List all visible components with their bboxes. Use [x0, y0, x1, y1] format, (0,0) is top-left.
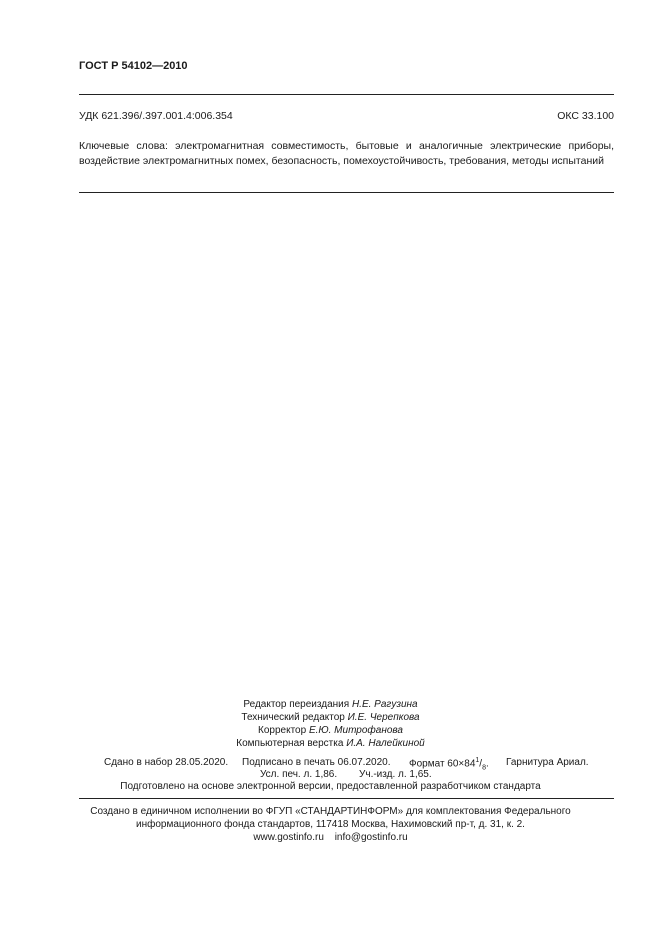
signed-date: Подписано в печать 06.07.2020. — [242, 757, 391, 768]
footer-line-2: информационного фонда стандартов, 117418 Москва, Нахимовский пр-т, д. 31, к. 2. — [136, 819, 525, 830]
credit-editor-label: Редактор переиздания — [243, 699, 350, 710]
paper-format-prefix: Формат 60×84 — [409, 758, 476, 770]
credit-corrector — [0, 724, 661, 737]
footer-contacts — [0, 831, 661, 844]
paper-format-den: 8 — [482, 764, 486, 772]
footer-line-1: Создано в единичном исполнении во ФГУП «СТАНДАРТИНФОРМ» для комплектования Федерального — [90, 806, 571, 817]
email-link[interactable]: info@gostinfo.ru — [334, 832, 408, 843]
website-link[interactable]: www.gostinfo.ru — [253, 832, 324, 843]
footer-divider — [79, 798, 614, 799]
credit-editor — [0, 698, 661, 711]
credit-layout-label: Компьютерная верстка — [236, 738, 344, 749]
typeset-date: Сдано в набор 28.05.2020. — [104, 757, 229, 768]
paper-format-num: 1 — [475, 757, 480, 764]
footer-block — [0, 805, 661, 844]
prepared-note: Подготовлено на основе электронной версии, предоставленной разработчиком стандарта — [120, 781, 541, 792]
credit-layout — [0, 737, 661, 750]
keywords-divider — [79, 192, 614, 193]
document-code: ГОСТ Р 54102—2010 — [79, 60, 188, 72]
credit-corrector-label: Корректор — [258, 725, 307, 736]
credit-tech-editor-label: Технический редактор — [241, 712, 345, 723]
credit-corrector-name: Е.Ю. Митрофанова — [308, 725, 403, 736]
edit-sheets: Уч.-изд. л. 1,65. — [359, 769, 432, 780]
credit-editor-name: Н.Е. Рагузина — [351, 699, 418, 710]
credit-tech-editor-name: И.Е. Черепкова — [347, 712, 420, 723]
oks-code: ОКС 33.100 — [557, 110, 614, 122]
credits-block — [0, 698, 661, 750]
udk-code: УДК 621.396/.397.001.4:006.354 — [79, 110, 233, 122]
header-divider — [79, 94, 614, 95]
paper-format: Формат $60\times 84^1/_8$. — [409, 757, 489, 772]
credit-tech-editor — [0, 711, 661, 724]
print-sheets: Усл. печ. л. 1,86. — [260, 769, 338, 780]
credit-layout-name: И.А. Налейкиной — [346, 738, 425, 749]
typeface: Гарнитура Ариал. — [506, 757, 589, 768]
keywords-paragraph: Ключевые слова: электромагнитная совместимость, бытовые и аналогичные электрические приборы, воздействие электромагнитных помех, безопасность, помехоустойчивость, требования, методы испытаний — [79, 140, 614, 167]
